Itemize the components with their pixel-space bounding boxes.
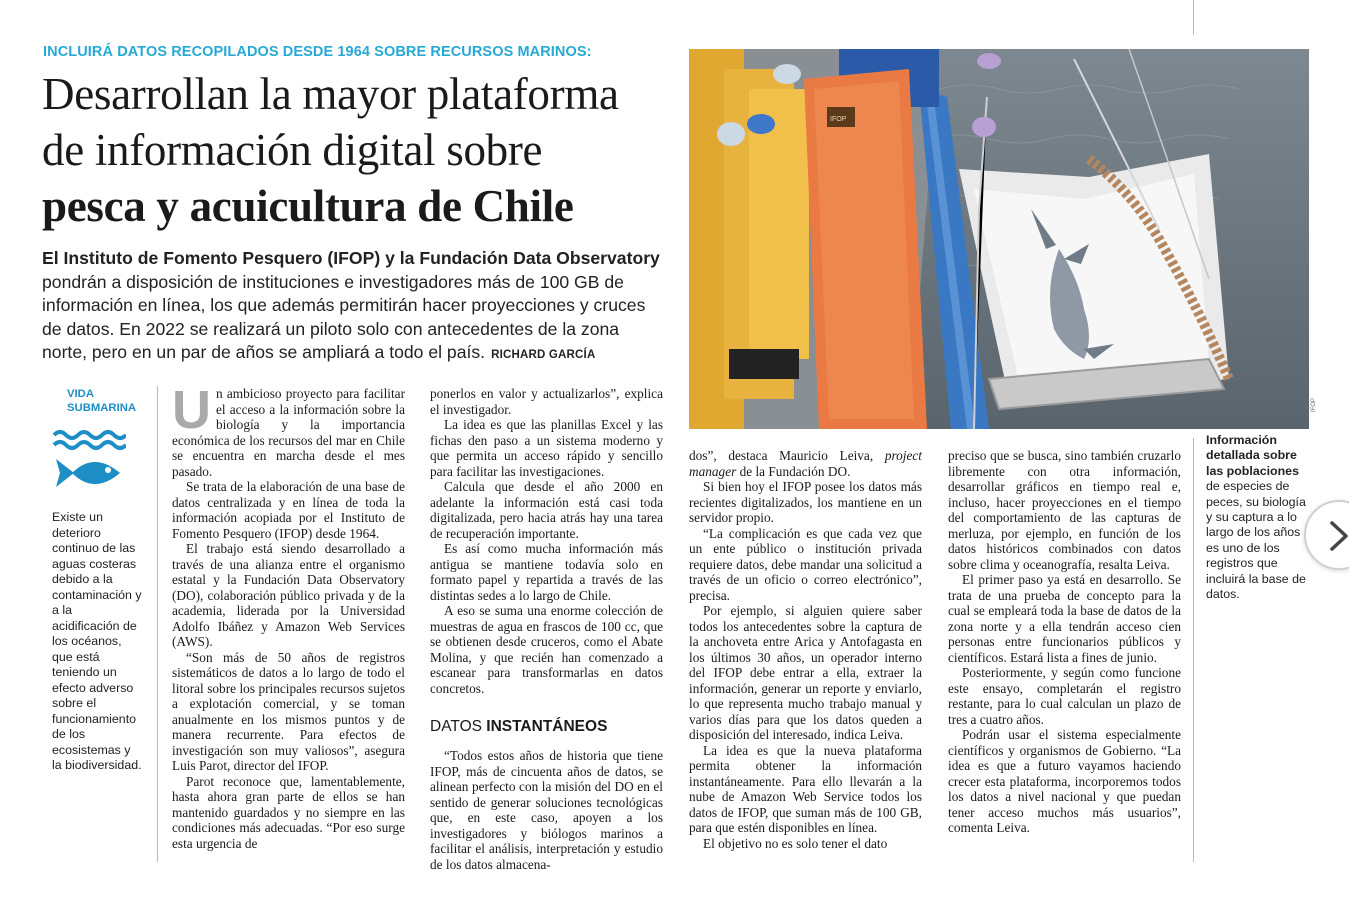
paragraph: Posteriormente, y según como funcione este ensayo, completarán el registro restante, para lo cual calculan un plazo de tres a cuatro años. bbox=[948, 665, 1181, 727]
body-column-4 bbox=[948, 448, 1181, 836]
caption-bold: Información detallada sobre las poblaciones bbox=[1206, 433, 1299, 478]
paragraph: Por ejemplo, si alguien quiere saber todos los antecedentes sobre la captura de la anchoveta entre Arica y Antofagasta en los últimos 30 años, un operador interno del IFOP debe entrar a ella, extraer la información, generar un reporte y enviarlo, lo que representa mucho trabajo manual y varios días para que los datos queden a disposición del interesado, indica Leiva. bbox=[689, 603, 922, 742]
caption-text: de especies de peces, su biología y su captura a lo largo de los años es uno de los registros que incluirá la base de datos. bbox=[1206, 479, 1306, 602]
dropcap: U bbox=[172, 380, 211, 440]
sdg-text: Existe un deterioro continuo de las aguas costeras debido a la contaminación y a la acidificación de los océanos, que está teniendo un efecto adverso sobre el funcionamiento de los ecosistemas y la biodiversidad. bbox=[52, 510, 142, 772]
paragraph: A eso se suma una enorme colección de muestras de agua en frascos de 100 cc, que se obtienen desde cruceros, como el Abate Molina, y que recién han comenzado a escanear para transformarlas en datos concretos. bbox=[430, 603, 663, 696]
article-photo bbox=[689, 49, 1309, 429]
paragraph: Calcula que desde el año 2000 en adelante la información está casi toda digitalizada, pero hacia atrás hay una tarea de recuperación importante. bbox=[430, 479, 663, 541]
paragraph: El trabajo está siendo desarrollado a través de una alianza entre el organismo estatal y la Fundación Data Observatory (DO), colaboración público privada y de la academia, liderada por la Universidad Adolfo Ibáñez y Amazon Web Services (AWS). bbox=[172, 541, 405, 649]
byline: RICHARD GARCÍA bbox=[491, 349, 596, 362]
column-rule-top-right bbox=[1193, 0, 1194, 35]
body-column-2 bbox=[430, 386, 663, 872]
paragraph: La idea es que la nueva plataforma permita obtener la información instantáneamente. Para ello llevarán a la nube de Amazon Web Service todos los datos de IFOP, que suman más de 100 GB, para que estén disponibles en línea. bbox=[689, 742, 922, 835]
headline-line-2: de información digital sobre bbox=[42, 125, 543, 175]
paragraph: “Todos estos años de historia que tiene IFOP, más de cincuenta años de datos, se alinean perfecto con la misión del DO en el sentido de generar soluciones tecnológicas que, en este caso, apoyen a los investigadores y biólogos marinos a facilitar el análisis, interpretación y estudio de los datos almacena- bbox=[430, 748, 663, 872]
paragraph: Parot reconoce que, lamentablemente, hasta ahora gran parte de ellos se han mantenido guardados y no siempre en las condiciones más adecuadas. “Por eso surge esta urgencia de bbox=[172, 773, 405, 851]
paragraph: El objetivo no es solo tener el dato bbox=[703, 835, 888, 851]
paragraph: Podrán usar el sistema especialmente científicos y organismos de Gobierno. “La idea es que a futuro vayamos haciendo crecer esta plataforma, incorporemos todos los datos a nivel nacional y que puedan tener acceso muchos más usuarios”, comenta Leiva. bbox=[948, 727, 1181, 835]
kicker: INCLUIRÁ DATOS RECOPILADOS DESDE 1964 SOBRE RECURSOS MARINOS: bbox=[43, 44, 592, 60]
paragraph: Es así como mucha información más antigua se mantiene todavía solo en formato papel y repartida a través de las distintas sedes a lo largo de Chile. bbox=[430, 541, 663, 603]
paragraph: Si bien hoy el IFOP posee los datos más recientes digitalizados, los mantiene en un servidor propio. bbox=[689, 479, 922, 525]
column-rule-right bbox=[1193, 438, 1194, 862]
paragraph: La idea es que las planillas Excel y las fichas den paso a un sistema moderno y que permita un acceso rápido y sencillo para facilitar las investigaciones. bbox=[430, 417, 663, 479]
headline-line-1: Desarrollan la mayor plataforma bbox=[42, 69, 619, 119]
paragraph: “Son más de 50 años de registros sistemáticos de datos a lo largo de todo el litoral sobre los principales recursos sujetos a explotación comercial, y se toman anualmente en los mismos puntos y de manera recurrente. Para efectos de investigación son muy valiosos”, asegura Luis Parot, director del IFOP. bbox=[172, 649, 405, 773]
next-page-button[interactable] bbox=[1304, 500, 1349, 570]
body-column-1 bbox=[172, 380, 405, 851]
crate-label: IFOP bbox=[830, 116, 847, 123]
lede-lead: El Instituto de Fomento Pesquero (IFOP) y la Fundación Data Observatory bbox=[42, 248, 660, 268]
paragraph: El primer paso ya está en desarrollo. Se trata de una prueba de concepto para la cual se empleará toda la base de datos de la zona norte y a ella tendrán acceso cien personas entre funcionarios públicos y científicos. Estará lista a fines de junio. bbox=[948, 572, 1181, 665]
headline-line-3: pesca y acuicultura de Chile bbox=[42, 181, 574, 231]
paragraph: dos”, destaca Mauricio Leiva, project manager de la Fundación DO. bbox=[689, 448, 922, 479]
headline bbox=[42, 66, 682, 234]
paragraph: Un ambicioso proyecto para facilitar el acceso a la información sobre la biología y la importancia económica de los recursos del mar en Chile se encuentra en marcha desde el mes pasado. bbox=[172, 380, 405, 479]
body-column-3 bbox=[689, 448, 922, 851]
photo-caption bbox=[1206, 433, 1308, 602]
column-rule-left bbox=[157, 386, 158, 862]
lede-text: pondrán a disposición de instituciones e investigadores más de 100 GB de información en línea, los que además permitirán hacer proyecciones y cruces de datos. En 2022 se realizará un piloto solo con antecedentes de la zona norte, pero en un par de años se ampliará a todo el país. bbox=[42, 271, 646, 363]
paragraph: Se trata de la elaboración de una base de datos centralizada y en línea de toda la información acopiada por el Instituto de Fomento Pesquero (IFOP) desde 1964. bbox=[172, 479, 405, 541]
fishing-net-shark-illustration bbox=[689, 49, 1309, 429]
lede bbox=[42, 247, 667, 368]
photo-credit: IFOP bbox=[1311, 397, 1317, 412]
paragraph: ponerlos en valor y actualizarlos”, explica el investigador. bbox=[430, 386, 663, 417]
paragraph: preciso que se busca, sino también cruzarlo libremente con otra información, desarrollar gráficos en tiempo real e, incluso, hacer proyecciones en el tiempo del comportamiento de las capturas de merluza, por ejemplo, en función de los datos históricos combinados con datos sobre clima y oceanografía, resalta Leiva. bbox=[948, 448, 1181, 572]
subhead: DATOS INSTANTÁNEOS bbox=[430, 718, 608, 735]
paragraph: “La complicación es que cada vez que un ente público o institución privada requiere datos, debe mandar una solicitud a través de un oficio o correo electrónico”, precisa. bbox=[689, 525, 922, 603]
chevron-right-icon bbox=[1328, 520, 1349, 552]
fish-waves-icon bbox=[52, 426, 126, 492]
sdg-title: VIDA SUBMARINA bbox=[67, 388, 137, 414]
